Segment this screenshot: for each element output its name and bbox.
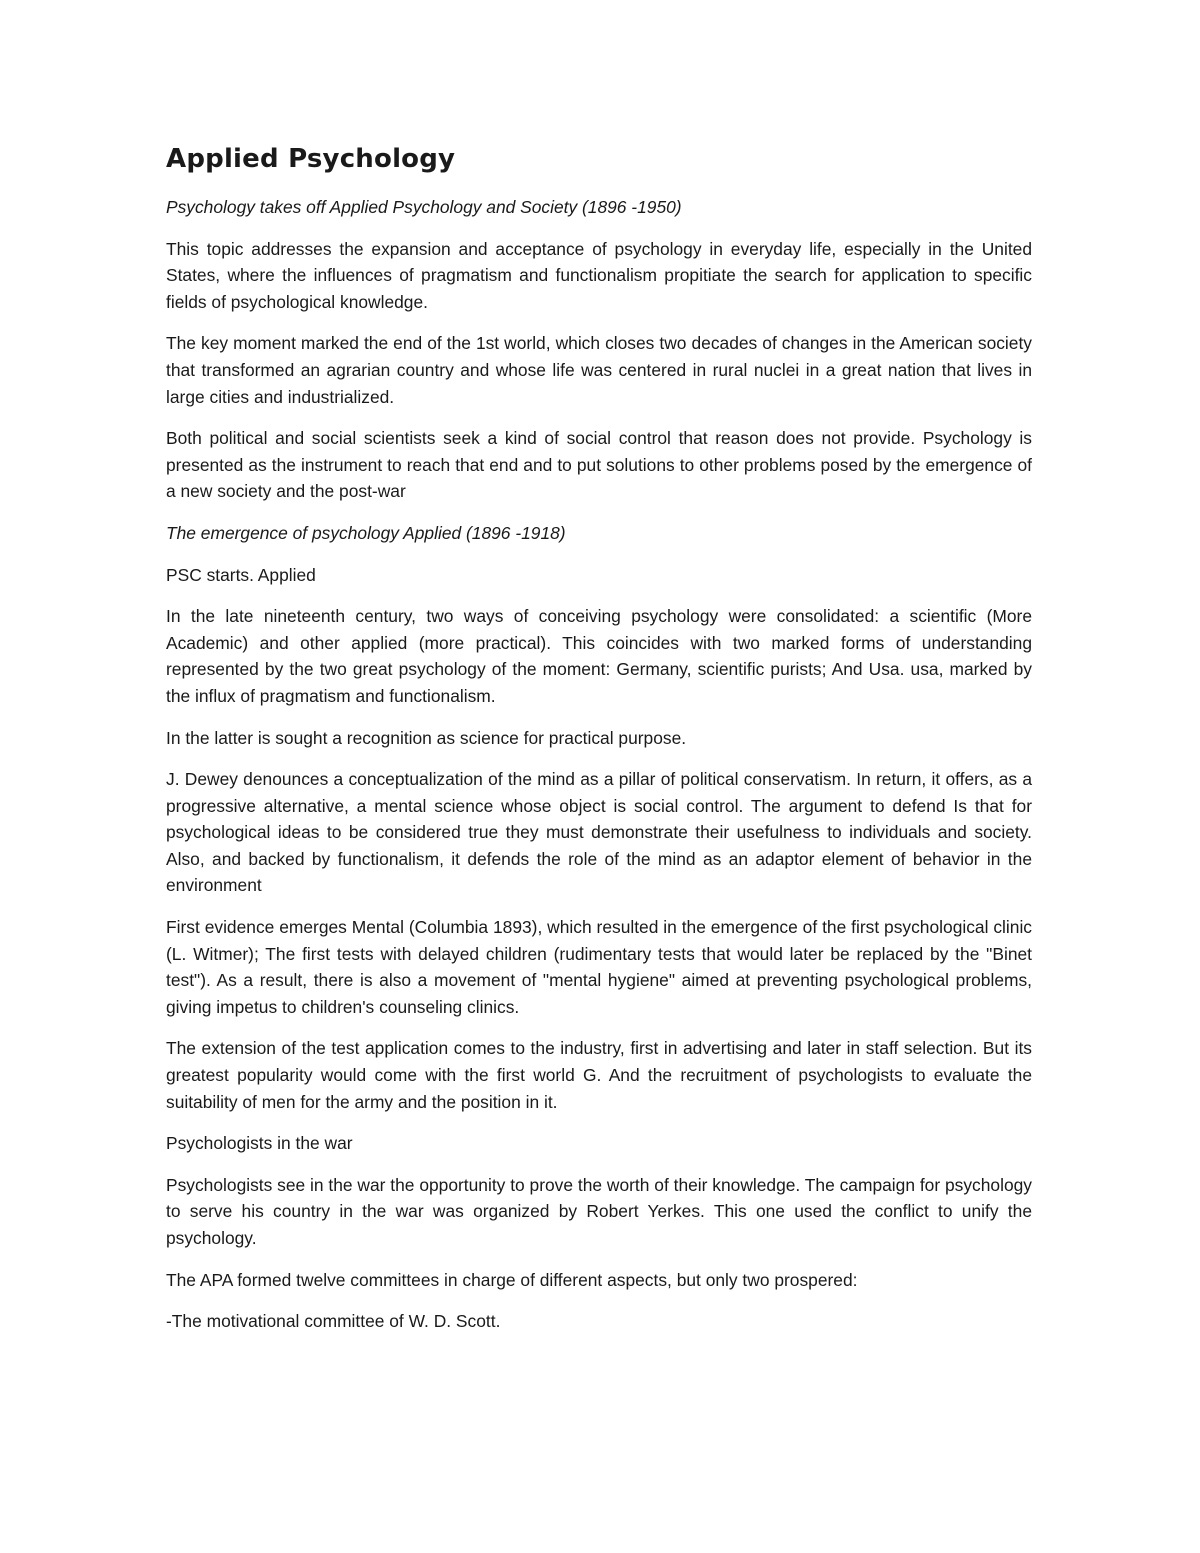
paragraph: In the latter is sought a recognition as science for practical purpose. — [166, 727, 687, 748]
paragraph: First evidence emerges Mental (Columbia 1893), which resulted in the emergence of the first psychological clinic (L. Witmer); The first tests with delayed children (rudimentary tests that would later be replaced by the "Binet test"). As a result, there is also a movement of "mental hygiene" aimed at preventing psychological problems, giving impetus to children's counseling clinics. — [166, 917, 1032, 1017]
section-subtitle: The emergence of psychology Applied (1896 -1918) — [166, 522, 566, 543]
paragraph: Both political and social scientists seek a kind of social control that reason does not provide. Psychology is presented as the instrument to reach that end and to put solutions to other problems posed by the emergence of a new society and the post-war — [166, 428, 1032, 502]
paragraph: PSC starts. Applied — [166, 564, 316, 585]
paragraph: The key moment marked the end of the 1st world, which closes two decades of changes in the American society that transformed an agrarian country and whose life was centered in rural nuclei in a great nation that lives in large cities and industrialized. — [166, 333, 1032, 407]
section-subtitle: Psychology takes off Applied Psychology and Society (1896 -1950) — [166, 197, 682, 217]
paragraph: J. Dewey denounces a conceptualization of the mind as a pillar of political conservatism. In return, it offers, as a progressive alternative, a mental science whose object is social control. The argument to defend Is that for psychological ideas to be considered true they must demonstrate their usefulness to individuals and society. Also, and backed by functionalism, it defends the role of the mind as an adaptor element of behavior in the environment — [166, 769, 1032, 896]
paragraph: This topic addresses the expansion and acceptance of psychology in everyday life, especially in the United States, where the influences of pragmatism and functionalism propitiate the search for application to specific fields of psychological knowledge. — [166, 238, 1032, 312]
paragraph: In the late nineteenth century, two ways of conceiving psychology were consolidated: a scientific (More Academic) and other applied (more practical). This coincides with two marked forms of understanding represented by the two great psychology of the moment: Germany, scientific purists; And Usa. usa, marked by the influx of pragmatism and functionalism. — [166, 606, 1032, 706]
paragraph: Psychologists see in the war the opportunity to prove the worth of their knowledge. The campaign for psychology to serve his country in the war was organized by Robert Yerkes. This one used the conflict to unify the psychology. — [166, 1174, 1032, 1248]
section-heading: Psychologists in the war — [166, 1133, 353, 1154]
paragraph: The extension of the test application comes to the industry, first in advertising and later in staff selection. But its greatest popularity would come with the first world G. And the recruitment of psychologists to evaluate the suitability of men for the army and the position in it. — [166, 1038, 1032, 1112]
paragraph: The APA formed twelve committees in charge of different aspects, but only two prospered: — [166, 1269, 858, 1290]
document-title: Applied Psychology — [166, 144, 456, 174]
list-item: -The motivational committee of W. D. Scott. — [166, 1311, 501, 1332]
document-page — [166, 138, 1032, 1350]
